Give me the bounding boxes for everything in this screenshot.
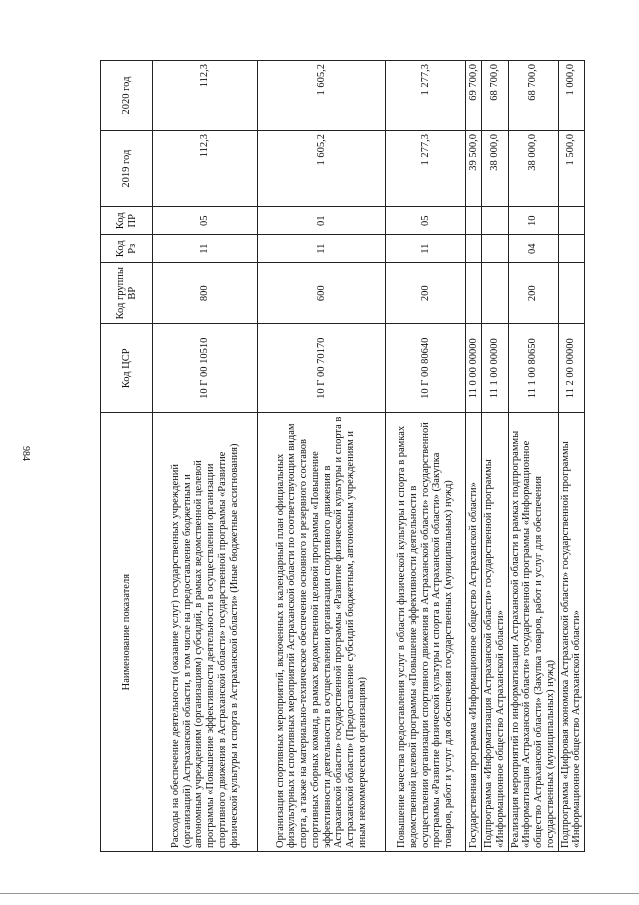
row-2019: 39 500,0	[466, 130, 482, 206]
bottom-divider	[0, 893, 639, 894]
row-rz: 04	[508, 235, 558, 263]
row-csr: 11 1 00 00000	[482, 324, 509, 413]
header-csr: Код ЦСР	[101, 324, 153, 413]
row-pr: 05	[153, 207, 258, 235]
row-vr: 200	[508, 263, 558, 324]
table-row	[386, 61, 466, 852]
row-name: Реализация мероприятий по информатизации Астраханской области в рамках подпрограммы «Информатизация Астраханской области» государственной программы «Информационное общество Астраханской области» (Закупка товаров, работ и услуг для обеспечения государственных (муниципальных) нужд)	[508, 413, 558, 852]
row-2019: 1 500,0	[558, 130, 585, 206]
row-rz: 11	[386, 235, 466, 263]
row-vr	[466, 263, 482, 324]
row-name: Расходы на обеспечение деятельности (оказание услуг) государственных учреждений (организаций) Астраханской области, в том числе на предоставление бюджетным и автономным учреждениям (организациям) субсидий, в рамках ведомственной целевой программы «Повышение эффективности деятельности в осуществлении организации спортивного движения в Астраханской области» государственной программы «Развитие физической культуры и спорта в Астраханской области» (Иные бюджетные ассигнования)	[153, 413, 258, 852]
row-name: Подпрограмма «Цифровая экономика Астраханской области» государственной программы «Информационное общество Астраханской области»	[558, 413, 585, 852]
row-vr: 600	[258, 263, 386, 324]
row-rz: 11	[153, 235, 258, 263]
page-number: 984	[20, 446, 31, 461]
row-csr: 11 2 00 00000	[558, 324, 585, 413]
row-2020: 68 700,0	[508, 61, 558, 131]
row-pr: 10	[508, 207, 558, 235]
row-vr	[482, 263, 509, 324]
row-csr: 10 Г 00 10510	[153, 324, 258, 413]
row-rz	[466, 235, 482, 263]
row-pr: 01	[258, 207, 386, 235]
row-csr: 11 1 00 80650	[508, 324, 558, 413]
budget-table	[100, 60, 585, 852]
row-2019: 1 605,2	[258, 130, 386, 206]
table-row	[258, 61, 386, 852]
row-2020: 68 700,0	[482, 61, 509, 131]
row-2020: 69 700,0	[466, 61, 482, 131]
table-row	[558, 61, 585, 852]
header-pr: Код ПР	[101, 207, 153, 235]
header-vr: Код группы ВР	[101, 263, 153, 324]
row-rz	[558, 235, 585, 263]
row-2019: 112,3	[153, 130, 258, 206]
row-vr: 200	[386, 263, 466, 324]
budget-table-container	[100, 60, 583, 852]
row-name: Подпрограмма «Информатизация Астраханской области» государственной программы «Информационное общество Астраханской области»	[482, 413, 509, 852]
row-vr	[558, 263, 585, 324]
table-header-row	[101, 61, 153, 852]
row-2020: 1 277,3	[386, 61, 466, 131]
table-row	[508, 61, 558, 852]
row-rz: 11	[258, 235, 386, 263]
row-csr: 11 0 00 00000	[466, 324, 482, 413]
row-name: Повышение качества предоставления услуг в области физической культуры и спорта в рамках ведомственной целевой программы «Повышение эффективности деятельности в осуществлении организации спортивного движения в Астраханской области» государственной программы «Развитие физической культуры и спорта в Астраханской области» (Закупка товаров, работ и услуг для обеспечения государственных (муниципальных) нужд)	[386, 413, 466, 852]
row-vr: 800	[153, 263, 258, 324]
row-2020: 1 605,2	[258, 61, 386, 131]
table-row	[466, 61, 482, 852]
row-name: Государственная программа «Информационное общество Астраханской области»	[466, 413, 482, 852]
header-2019: 2019 год	[101, 130, 153, 206]
header-name: Наименование показателя	[101, 413, 153, 852]
table-row	[482, 61, 509, 852]
row-pr	[558, 207, 585, 235]
row-pr	[466, 207, 482, 235]
row-pr	[482, 207, 509, 235]
row-pr: 05	[386, 207, 466, 235]
row-2020: 112,3	[153, 61, 258, 131]
row-2019: 38 000,0	[482, 130, 509, 206]
row-2019: 1 277,3	[386, 130, 466, 206]
row-name: Организация спортивных мероприятий, включенных в календарный план официальных физкультурных и спортивных мероприятий Астраханской области по соответствующим видам спорта, а также на материально-техническое обеспечение основного и резервного составов спортивных сборных команд, в рамках ведомственной целевой программы «Повышение эффективности деятельности в осуществлении организации спортивного движения в Астраханской области» государственной программы «Развитие физической культуры и спорта в Астраханской области» (Предоставление субсидий бюджетным, автономным учреждениям и иным некоммерческим организациям)	[258, 413, 386, 852]
row-2020: 1 000,0	[558, 61, 585, 131]
header-2020: 2020 год	[101, 61, 153, 131]
row-csr: 10 Г 00 70170	[258, 324, 386, 413]
row-2019: 38 000,0	[508, 130, 558, 206]
header-rz: Код Рз	[101, 235, 153, 263]
row-csr: 10 Г 00 80640	[386, 324, 466, 413]
row-rz	[482, 235, 509, 263]
table-row	[153, 61, 258, 852]
